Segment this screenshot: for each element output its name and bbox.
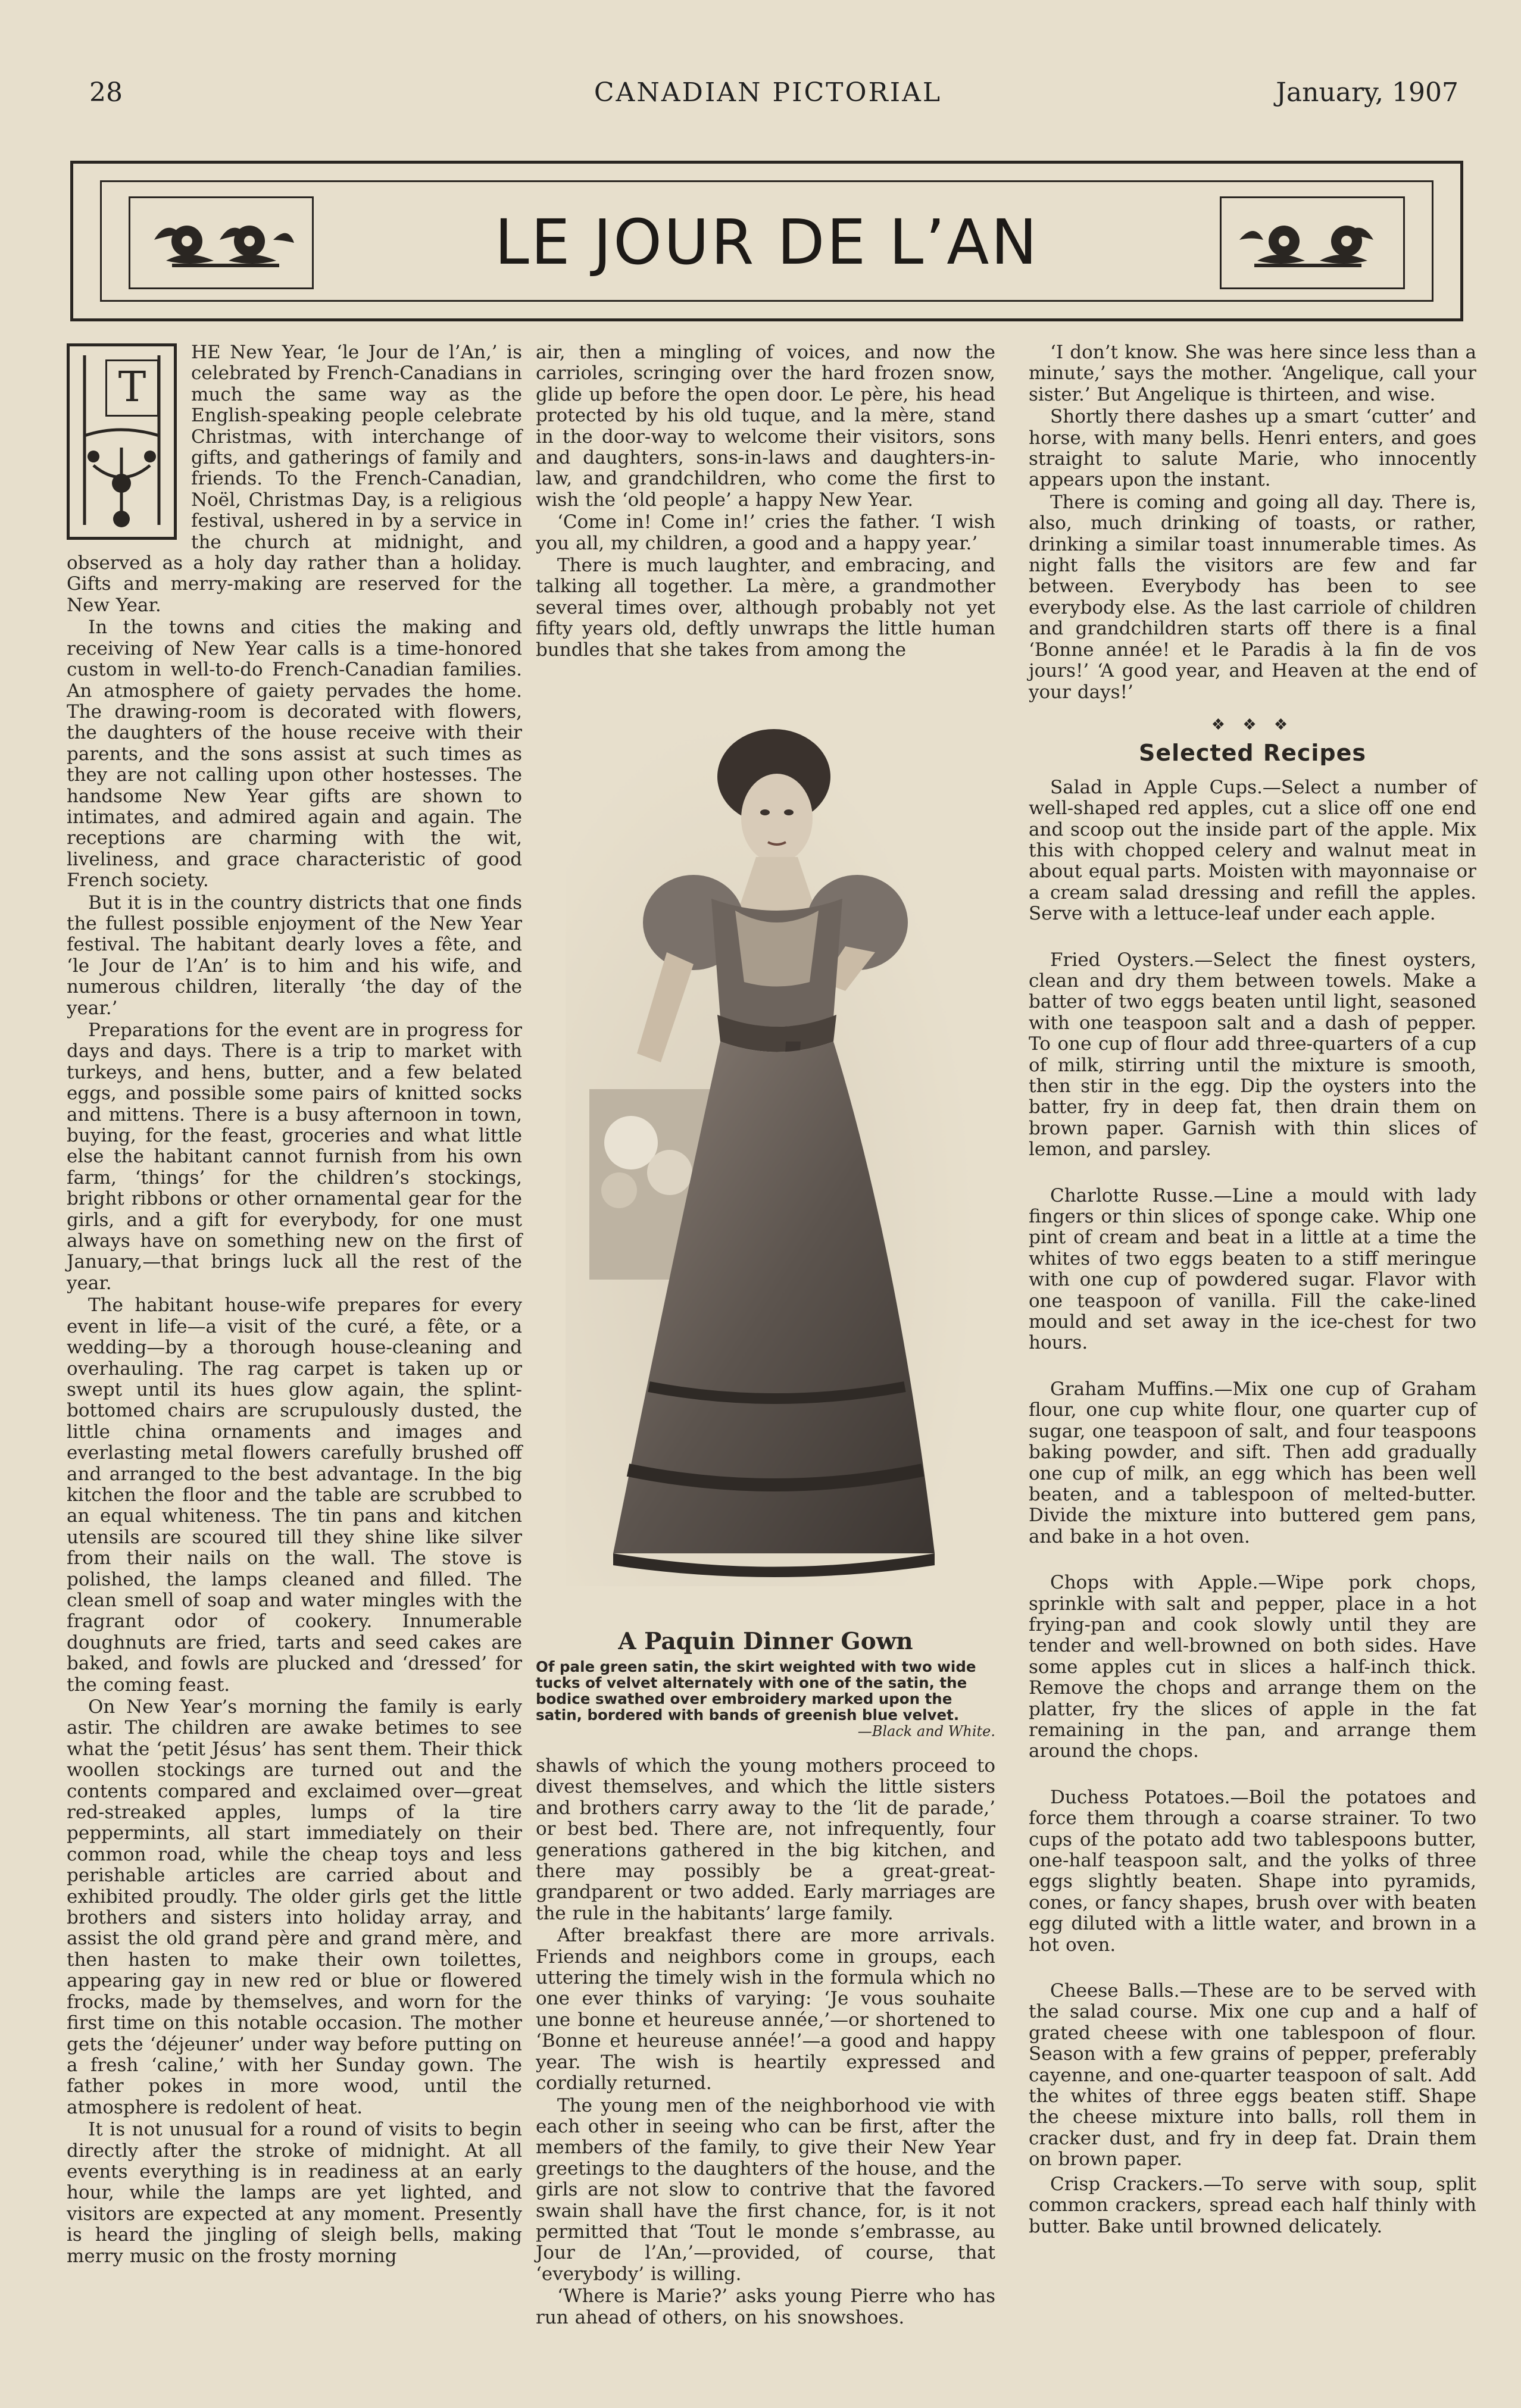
paragraph: shawls of which the young mothers proceed to divest themselves, and which the little sisters and brothers carry away to the ‘lit de parade,’ or best bed. There are, not infrequently, four generations gathered in the big kitchen, and there may possibly be a great-great-grandparent or two added. Early marriages are the rule in the habitants’ large family. [536, 1755, 995, 1924]
paragraph: air, then a mingling of voices, and now the carrioles, scringing over the hard frozen snow, glide up before the open door. Le père, his head protected by his old tuque, and la mère, stand in the door-way to welcome their visitors, sons and daughters, sons-in-laws and daughters-in-law, and grandchildren, who come the first to wish the ‘old people’ a happy New Year. [536, 342, 995, 511]
recipe-item: Charlotte Russe.—Line a mould with lady fingers or thin slices of sponge cake. Whip one pint of cream and beat in a little at a time the whites of two eggs beaten to a stiff meringue with one cup of powdered sugar. Flavor with one teaspoon of vanilla. Fill the cake-lined mould and set away in the ice-chest for two hours. [1029, 1184, 1476, 1354]
section-separator: ❖ ❖ ❖ [1211, 715, 1294, 734]
paragraph: It is not unusual for a round of visits to begin directly after the stroke of midnight. At all events everything is in readiness at an early hour, while the lamps are yet lighted, and visitors are expected at any moment. Presently is heard the jingling of sleigh bells, making merry music on the frosty morning [67, 2119, 522, 2267]
paragraph: After breakfast there are more arrivals. Friends and neighbors come in groups, each uttering the timely wish in the formula which no one ever thinks of varying: ‘Je vous souhaite une bonne et heureuse année,’—or shortened to ‘Bonne et heureuse année!’—a good and happy year. The wish is heartily expressed and cordially returned. [536, 1925, 995, 2094]
paragraph: On New Year’s morning the family is early astir. The children are awake betimes to see what the ‘petit Jésus’ has sent them. Their thick woollen stockings are turned out and the contents compared and exclaimed over—great red-streaked apples, lumps of la tire peppermints, all start immediately on their common road, while the cheap toys and less perishable articles are carried about and exhibited proudly. The older girls get the little brothers and sisters into holiday array, and assist the old grand père and grand mère, and then hasten to make their own toilettes, appearing gay in new red or blue or flowered frocks, made by themselves, and worn for the first time on this notable occasion. The mother gets the ‘déjeuner’ under way before putting on a fresh ‘caline,’ with her Sunday gown. The father pokes in more wood, until the atmosphere is redolent of heat. [67, 1696, 522, 2118]
page-header [77, 71, 1458, 119]
paragraph: The habitant house-wife prepares for every event in life—a visit of the curé, a fête, or a wedding—by a thorough house-cleaning and overhauling. The rag carpet is taken up or swept until its hues glow again, the splint-bottomed chairs are scrupulously dusted, the little china ornaments and images and everlasting metal flowers carefully brushed off and arranged to the best advantage. In the big kitchen the floor and the table are scrubbed to an equal whiteness. The tin pans and kitchen utensils are scoured till they shine like silver from their nails on the wall. The stove is polished, the lamps cleaned and filled. The clean smell of soap and water mingles with the fragrant odor of cookery. Innumerable doughnuts are fried, tarts and seed cakes are baked, and fowls are plucked and ‘dressed’ for the coming feast. [67, 1294, 522, 1696]
paragraph: ‘Where is Marie?’ asks young Pierre who has run ahead of others, on his snowshoes. [536, 2285, 995, 2328]
recipe-item: Crisp Crackers.—To serve with soup, split common crackers, spread each half thinly with butter. Bake until browned delicately. [1029, 2173, 1476, 2237]
dropcap-ornament [67, 343, 177, 540]
paragraph: There is much laughter, and embracing, and talking all together. La mère, a grandmother several times over, although probably not yet fifty years old, deftly unwraps the little human bundles that she takes from among the [536, 555, 995, 661]
recipe-item: Fried Oysters.—Select the finest oysters, clean and dry them between towels. Make a batter of two eggs beaten until light, seasoned with one teaspoon salt and a dash of pepper. To one cup of flour add three-quarters of a cup of milk, stirring until the mixture is smooth, then stir in the egg. Dip the oysters into the batter, fry in deep fat, then drain them on brown paper. Garnish with thin slices of lemon, and parsley. [1029, 949, 1476, 1161]
paragraph: Preparations for the event are in progress for days and days. There is a trip to market with turkeys, and hens, butter, and a few belated eggs, and possible some pairs of knitted socks and mittens. There is a busy afternoon in town, buying, for the feast, groceries and what little else the habitant cannot furnish from his own farm, ‘things’ for the children’s stockings, bright ribbons or other ornamental gear for the girls, and a gift for everybody, for one must always have on something new on the first of January,—that brings luck all the rest of the year. [67, 1020, 522, 1294]
issue-date: January, 1907 [1276, 77, 1458, 108]
recipe-item: Cheese Balls.—These are to be served with the salad course. Mix one cup and a half of grated cheese with one tablespoon of flour. Season with a few grains of pepper, preferably cayenne, and one-quarter teaspoon of salt. Add the whites of three eggs beaten stiff. Shape the cheese mixture into balls, roll them in cracker dust, and fry in deep fat. Drain them on brown paper. [1029, 1980, 1476, 2171]
recipes-heading: Selected Recipes [1138, 740, 1366, 767]
article-title: LE JOUR DE L’AN [494, 206, 1039, 279]
caption-credit: —Black and White. [857, 1723, 995, 1740]
recipe-item: Duchess Potatoes.—Boil the potatoes and force them through a coarse strainer. To two cups of the potato add two tablespoons butter, one-half teaspoon salt, and the yolks of three eggs slightly beaten. Shape into pyramids, cones, or fancy shapes, brush over with beaten egg diluted with a little water, and brown in a hot oven. [1029, 1786, 1476, 1956]
caption-title: A Paquin Dinner Gown [618, 1628, 913, 1655]
photo-caption [536, 1628, 995, 1740]
caption-text: Of pale green satin, the skirt weighted with two wide tucks of velvet alternately with one of the satin, the bodice swathed over embroidery marked upon the satin, bordered with bands of greenish blue velvet. [536, 1658, 976, 1724]
dropcap-letter: T [105, 359, 159, 417]
magazine-title: CANADIAN PICTORIAL [594, 77, 942, 108]
rose-ornament-icon [1220, 196, 1405, 289]
banner-frame [100, 180, 1433, 302]
article-column-1 [67, 342, 522, 2268]
article-column-2-top [536, 342, 995, 662]
article-column-3 [1029, 342, 1476, 2238]
paragraph: In the towns and cities the making and receiving of New Year calls is a time-honored custom in well-to-do French-Canadian families. An atmosphere of gaiety pervades the home. The drawing-room is decorated with flowers, the daughters of the house receive with their parents, and the sons assist at such times as they are not calling upon other hostesses. The handsome New Year gifts are shown to intimates, and admired again and again. The receptions are charming with the wit, liveliness, and grace characteristic of good French society. [67, 617, 522, 892]
recipe-item: Chops with Apple.—Wipe pork chops, sprinkle with salt and pepper, place in a hot frying-pan and cook slowly until they are tender and well-browned on both sides. Have some apples cut in slices a half-inch thick. Remove the chops and arrange them on the platter, fry the slices of apple in the fat remaining in the pan, and arrange them around the chops. [1029, 1572, 1476, 1762]
paragraph: There is coming and going all day. There is, also, much drinking of toasts, or rather, drinking a similar toast innumerable times. As night falls the visitors are few and far between. Everybody has been to see everybody else. As the last carriole of children and grandchildren starts off there is a final ‘Bonne année! et le Paradis à la fin de vos jours!’ ‘A good year, and Heaven at the end of your days!’ [1029, 491, 1476, 703]
paragraph: ‘Come in! Come in!’ cries the father. ‘I wish you all, my children, a good and a happy year.’ [536, 511, 995, 554]
recipe-item: Graham Muffins.—Mix one cup of Graham flour, one cup white flour, one quarter cup of sugar, one teaspoon of salt, and four teaspoons baking powder, and sift. Then add gradually one cup of milk, an egg which has been well beaten, and a tablespoon of melted-butter. Divide the mixture into buttered gem pans, and bake in a hot oven. [1029, 1378, 1476, 1547]
paragraph: ‘I don’t know. She was here since less than a minute,’ says the mother. ‘Angelique, call your sister.’ But Angelique is thirteen, and wise. [1029, 342, 1476, 405]
paragraph: But it is in the country districts that one finds the fullest possible enjoyment of the New Year festival. The habitant dearly loves a fête, and ‘le Jour de l’An’ is to him and his wife, and numerous children, literally ‘the day of the year.’ [67, 892, 522, 1019]
article-column-2-bottom [536, 1756, 995, 2329]
paragraph: HE New Year, ‘le Jour de l’An,’ is celebrated by French-Canadians in much the same way as the English-speaking people celebrate Christmas, with interchange of gifts, and gatherings of family and friends. To the French-Canadian, Noël, Christmas Day, is a religious festival, ushered in by a service in the church at midnight, and observed as a holy day rather than a holiday. Gifts and merry-making are reserved for the New Year. [67, 342, 522, 616]
paragraph: Shortly there dashes up a smart ‘cutter’ and horse, with many bells. Henri enters, and goes straight to salute Marie, who innocently appears upon the instant. [1029, 406, 1476, 491]
recipe-item: Salad in Apple Cups.—Select a number of well-shaped red apples, cut a slice off one end and scoop out the inside part of the apple. Mix this with chopped celery and walnut meat in about equal parts. Moisten with mayonnaise or a cream salad dressing and refill the apples. Serve with a lettuce-leaf under each apple. [1029, 776, 1476, 925]
title-banner [70, 161, 1463, 321]
page-number: 28 [89, 77, 123, 108]
dinner-gown-photo [566, 720, 976, 1586]
paragraph: The young men of the neighborhood vie with each other in seeing who can be first, after the members of the family, to give their New Year greetings to the daughters of the house, and the girls are not slow to contrive that the favored swain shall have the first chance, for, is it not permitted that ‘Tout le monde s’embrasse, au Jour de l’An,’—provided, of course, that ‘everybody’ is willing. [536, 2094, 995, 2285]
